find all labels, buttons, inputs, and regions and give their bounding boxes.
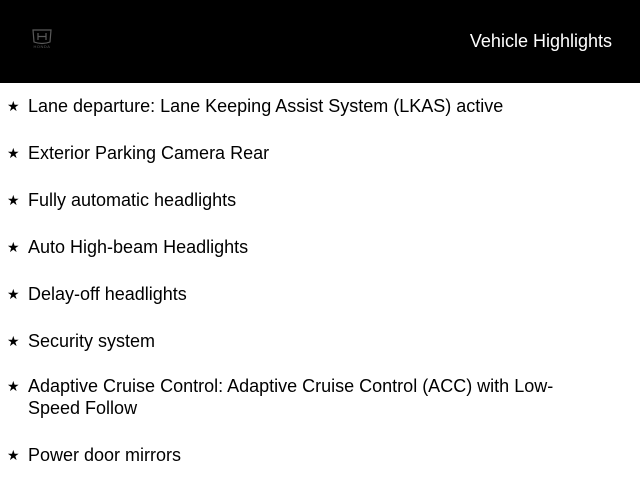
- star-icon: ★: [7, 98, 20, 114]
- highlight-text: Power door mirrors: [28, 445, 182, 465]
- page-title: Vehicle Highlights: [469, 31, 612, 51]
- star-icon: ★: [7, 145, 20, 161]
- highlight-text: Auto High-beam Headlights: [28, 237, 249, 257]
- star-icon: ★: [7, 286, 20, 302]
- highlight-text: Exterior Parking Camera Rear: [28, 143, 270, 163]
- star-icon: ★: [7, 378, 20, 394]
- highlight-text: Lane departure: Lane Keeping Assist System (LKAS) active: [28, 96, 504, 116]
- star-icon: ★: [7, 333, 20, 349]
- star-icon: ★: [7, 192, 20, 208]
- header-bar: [0, 0, 640, 83]
- highlights-list: [0, 83, 640, 480]
- star-icon: ★: [7, 239, 20, 255]
- logo-wordmark: HONDA: [33, 44, 51, 49]
- highlight-text: Delay-off headlights: [28, 284, 187, 304]
- star-icon: ★: [7, 447, 20, 463]
- highlight-text: Fully automatic headlights: [28, 190, 237, 210]
- highlight-text: Adaptive Cruise Control: Adaptive Cruise Control (ACC) with Low-Speed Follow: [28, 376, 554, 418]
- highlight-text: Security system: [28, 331, 156, 351]
